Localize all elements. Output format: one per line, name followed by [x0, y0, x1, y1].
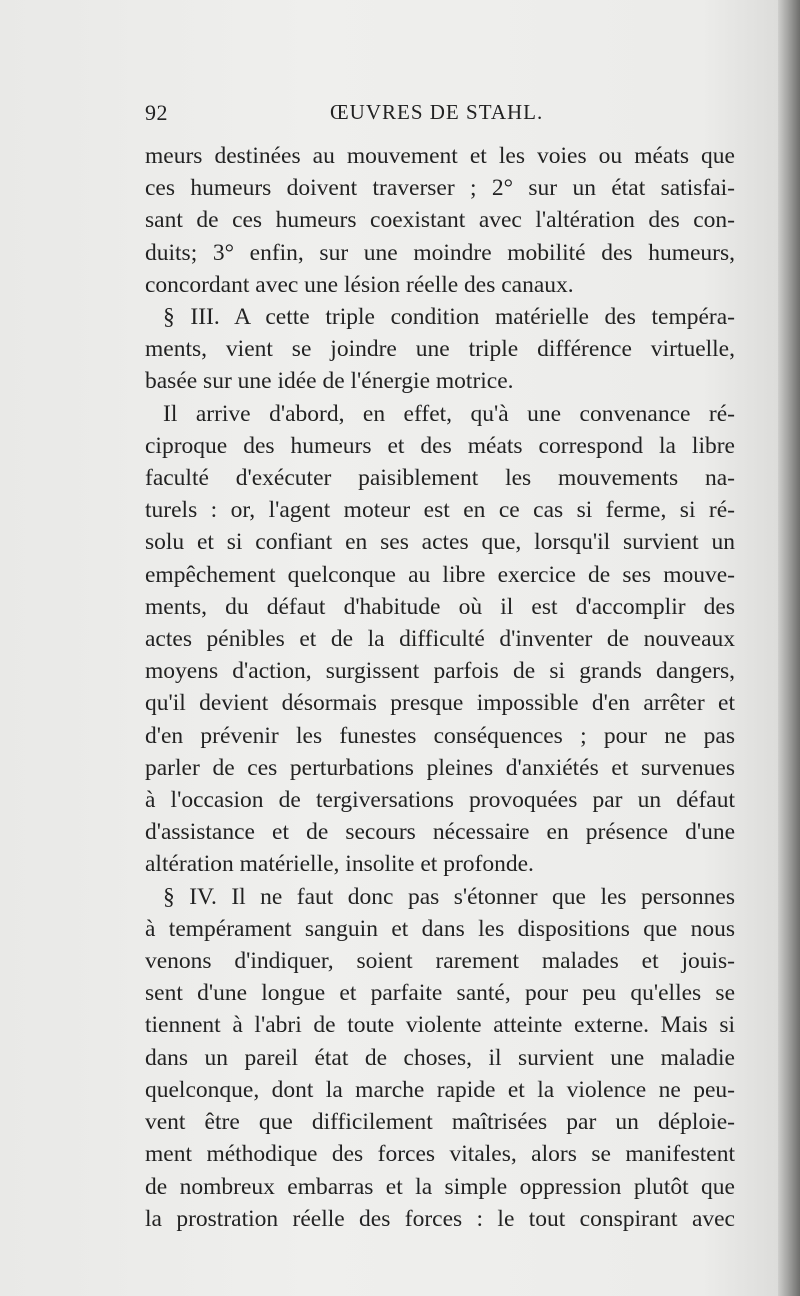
page-number: 92 [145, 100, 168, 125]
text-line: actes pénibles et de la difficulté d'inventer de nouveaux [145, 626, 735, 653]
text-line: parler de ces perturbations pleines d'anxiétés et survenues [145, 754, 735, 781]
text-line: la prostration réelle des forces : le tout conspirant avec [145, 1205, 735, 1232]
text-line: altération matérielle, insolite et profonde. [145, 851, 534, 878]
text-line: § IV. Il ne faut donc pas s'étonner que les personnes [163, 883, 735, 910]
page-edge-shadow [778, 0, 800, 1296]
text-line: turels : or, l'agent moteur est en ce cas si ferme, si ré- [145, 497, 735, 524]
text-line: de nombreux embarras et la simple oppression plutôt que [145, 1173, 735, 1200]
text-line: quelconque, dont la marche rapide et la violence ne peu- [145, 1076, 735, 1103]
text-line: qu'il devient désormais presque impossible d'en arrêter et [145, 690, 735, 717]
text-line: dans un pareil état de choses, il survient une maladie [145, 1044, 735, 1071]
text-line: à tempérament sanguin et dans les dispositions que nous [145, 915, 735, 942]
text-line: à l'occasion de tergiversations provoquées par un défaut [145, 787, 735, 814]
text-line: d'en prévenir les funestes conséquences ; pour ne pas [145, 722, 735, 749]
text-line: d'assistance et de secours nécessaire en présence d'une [145, 819, 735, 846]
text-line: solu et si confiant en ses actes que, lorsqu'il survient un [145, 529, 735, 556]
page-header [145, 100, 735, 134]
text-line: ments, vient se joindre une triple différence virtuelle, [145, 336, 735, 363]
text-line: ces humeurs doivent traverser ; 2° sur un état satisfai- [145, 175, 735, 202]
text-line: venons d'indiquer, soient rarement malades et jouis- [145, 948, 735, 975]
text-line: concordant avec une lésion réelle des canaux. [145, 271, 574, 298]
text-line: duits; 3° enfin, sur une moindre mobilité des humeurs, [145, 239, 735, 266]
text-line: § III. A cette triple condition matérielle des tempéra- [163, 304, 735, 331]
text-line: ments, du défaut d'habitude où il est d'accomplir des [145, 593, 735, 620]
text-line: ciproque des humeurs et des méats correspond la libre [145, 432, 735, 459]
text-line: basée sur une idée de l'énergie motrice. [145, 368, 514, 395]
text-line: meurs destinées au mouvement et les voies ou méats que [145, 143, 735, 169]
text-line: Il arrive d'abord, en effet, qu'à une convenance ré- [163, 400, 735, 427]
text-line: faculté d'exécuter paisiblement les mouvements na- [145, 465, 735, 492]
text-line: sant de ces humeurs coexistant avec l'altération des con- [145, 207, 735, 234]
running-title: ŒUVRES DE STAHL. [330, 100, 544, 124]
text-line: ment méthodique des forces vitales, alors se manifestent [145, 1141, 735, 1168]
text-line: vent être que difficilement maîtrisées par un déploie- [145, 1109, 735, 1136]
text-line: empêchement quelconque au libre exercice de ses mouve- [145, 561, 735, 588]
text-line: sent d'une longue et parfaite santé, pour peu qu'elles se [145, 980, 735, 1007]
text-line: moyens d'action, surgissent parfois de si grands dangers, [145, 658, 735, 685]
body-text [145, 140, 735, 1235]
text-line: tiennent à l'abri de toute violente atteinte externe. Mais si [145, 1012, 735, 1039]
